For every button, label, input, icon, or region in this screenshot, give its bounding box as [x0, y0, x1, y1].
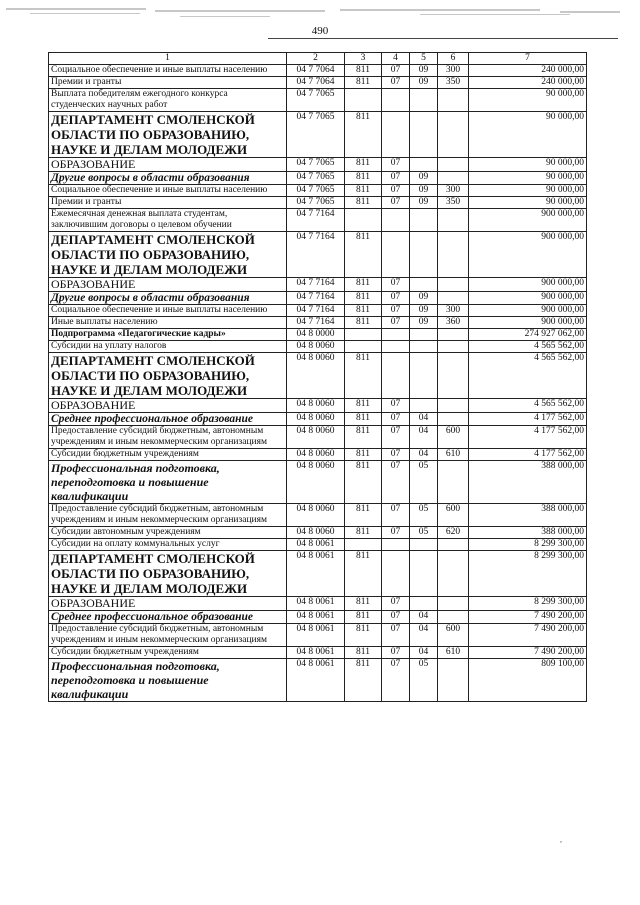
subsection-code	[410, 278, 438, 292]
section-code: 07	[382, 647, 410, 659]
section-code: 07	[382, 305, 410, 317]
row-name: Профессиональная подготовка, переподготовка и повышение квалификации	[49, 461, 287, 504]
target-code: 04 8 0061	[287, 659, 345, 702]
target-code: 04 7 7164	[287, 305, 345, 317]
target-code: 04 7 7164	[287, 232, 345, 278]
table-row	[49, 659, 587, 702]
table-row	[49, 527, 587, 539]
subsection-code: 04	[410, 611, 438, 624]
grbs-code: 811	[345, 659, 382, 702]
scan-mark: ,	[560, 835, 562, 844]
target-code: 04 8 0060	[287, 399, 345, 413]
column-header: 5	[410, 53, 438, 65]
amount: 388 000,00	[469, 527, 587, 539]
table-row	[49, 197, 587, 209]
section-code	[382, 551, 410, 597]
expense-type-code: 300	[438, 65, 469, 77]
subsection-code	[410, 341, 438, 353]
section-code: 07	[382, 413, 410, 426]
target-code: 04 7 7164	[287, 292, 345, 305]
amount: 90 000,00	[469, 172, 587, 185]
target-code: 04 8 0061	[287, 647, 345, 659]
expense-type-code: 610	[438, 647, 469, 659]
subsection-code	[410, 209, 438, 232]
row-name: Социальное обеспечение и иные выплаты населению	[49, 305, 287, 317]
subsection-code	[410, 399, 438, 413]
target-code: 04 7 7164	[287, 209, 345, 232]
subsection-code: 05	[410, 461, 438, 504]
section-code: 07	[382, 461, 410, 504]
expense-type-code	[438, 89, 469, 112]
subsection-code	[410, 353, 438, 399]
grbs-code: 811	[345, 305, 382, 317]
amount: 900 000,00	[469, 305, 587, 317]
grbs-code: 811	[345, 185, 382, 197]
expense-type-code	[438, 551, 469, 597]
expense-type-code: 350	[438, 197, 469, 209]
grbs-code: 811	[345, 197, 382, 209]
expense-type-code: 360	[438, 317, 469, 329]
target-code: 04 7 7065	[287, 158, 345, 172]
column-header: 2	[287, 53, 345, 65]
target-code: 04 7 7065	[287, 112, 345, 158]
section-code: 07	[382, 659, 410, 702]
amount: 7 490 200,00	[469, 611, 587, 624]
section-code	[382, 341, 410, 353]
amount: 90 000,00	[469, 89, 587, 112]
target-code: 04 8 0061	[287, 551, 345, 597]
table-row	[49, 449, 587, 461]
row-name: Субсидии автономным учреждениям	[49, 527, 287, 539]
grbs-code: 811	[345, 353, 382, 399]
amount: 8 299 300,00	[469, 539, 587, 551]
amount: 240 000,00	[469, 77, 587, 89]
row-name: Среднее профессиональное образование	[49, 611, 287, 624]
table-row	[49, 172, 587, 185]
target-code: 04 7 7065	[287, 185, 345, 197]
subsection-code: 04	[410, 647, 438, 659]
grbs-code: 811	[345, 461, 382, 504]
table-row	[49, 185, 587, 197]
table-row	[49, 353, 587, 399]
target-code: 04 8 0060	[287, 527, 345, 539]
amount: 4 177 562,00	[469, 426, 587, 449]
expense-type-code	[438, 172, 469, 185]
amount: 388 000,00	[469, 504, 587, 527]
top-rule	[268, 38, 618, 39]
amount: 900 000,00	[469, 292, 587, 305]
grbs-code: 811	[345, 527, 382, 539]
target-code: 04 7 7164	[287, 317, 345, 329]
table-row	[49, 504, 587, 527]
table-row	[49, 426, 587, 449]
target-code: 04 8 0061	[287, 597, 345, 611]
grbs-code: 811	[345, 647, 382, 659]
grbs-code	[345, 209, 382, 232]
expense-type-code: 610	[438, 449, 469, 461]
section-code	[382, 232, 410, 278]
amount: 7 490 200,00	[469, 624, 587, 647]
section-code: 07	[382, 77, 410, 89]
table-row	[49, 305, 587, 317]
row-name: Премии и гранты	[49, 77, 287, 89]
expense-type-code	[438, 232, 469, 278]
table-row	[49, 624, 587, 647]
subsection-code	[410, 232, 438, 278]
row-name: ДЕПАРТАМЕНТ СМОЛЕНСКОЙ ОБЛАСТИ ПО ОБРАЗОВАНИЮ, НАУКЕ И ДЕЛАМ МОЛОДЕЖИ	[49, 551, 287, 597]
subsection-code: 09	[410, 65, 438, 77]
row-name: Другие вопросы в области образования	[49, 292, 287, 305]
section-code: 07	[382, 504, 410, 527]
amount: 388 000,00	[469, 461, 587, 504]
row-name: Среднее профессиональное образование	[49, 413, 287, 426]
subsection-code: 09	[410, 197, 438, 209]
table-row	[49, 89, 587, 112]
expense-type-code: 620	[438, 527, 469, 539]
expense-type-code	[438, 659, 469, 702]
row-name: Социальное обеспечение и иные выплаты населению	[49, 65, 287, 77]
section-code: 07	[382, 292, 410, 305]
column-header: 3	[345, 53, 382, 65]
grbs-code: 811	[345, 232, 382, 278]
section-code	[382, 209, 410, 232]
amount: 4 177 562,00	[469, 413, 587, 426]
expense-type-code	[438, 353, 469, 399]
table-row	[49, 539, 587, 551]
subsection-code: 09	[410, 292, 438, 305]
target-code: 04 8 0060	[287, 461, 345, 504]
subsection-code	[410, 551, 438, 597]
section-code: 07	[382, 65, 410, 77]
section-code: 07	[382, 197, 410, 209]
subsection-code	[410, 539, 438, 551]
amount: 4 565 562,00	[469, 341, 587, 353]
grbs-code: 811	[345, 65, 382, 77]
grbs-code	[345, 539, 382, 551]
amount: 8 299 300,00	[469, 551, 587, 597]
subsection-code: 04	[410, 624, 438, 647]
amount: 809 100,00	[469, 659, 587, 702]
target-code: 04 8 0060	[287, 413, 345, 426]
section-code: 07	[382, 624, 410, 647]
section-code	[382, 329, 410, 341]
row-name: Иные выплаты населению	[49, 317, 287, 329]
amount: 900 000,00	[469, 209, 587, 232]
row-name: ДЕПАРТАМЕНТ СМОЛЕНСКОЙ ОБЛАСТИ ПО ОБРАЗОВАНИЮ, НАУКЕ И ДЕЛАМ МОЛОДЕЖИ	[49, 232, 287, 278]
budget-table	[48, 52, 587, 702]
expense-type-code	[438, 278, 469, 292]
expense-type-code	[438, 341, 469, 353]
table-row	[49, 65, 587, 77]
amount: 7 490 200,00	[469, 647, 587, 659]
grbs-code: 811	[345, 77, 382, 89]
grbs-code: 811	[345, 413, 382, 426]
expense-type-code	[438, 292, 469, 305]
target-code: 04 7 7064	[287, 65, 345, 77]
column-header: 7	[469, 53, 587, 65]
amount: 900 000,00	[469, 278, 587, 292]
amount: 240 000,00	[469, 65, 587, 77]
expense-type-code: 300	[438, 185, 469, 197]
expense-type-code	[438, 597, 469, 611]
grbs-code: 811	[345, 597, 382, 611]
row-name: Предоставление субсидий бюджетным, автономным учреждениям и иным некоммерческим организациям	[49, 624, 287, 647]
table-row	[49, 647, 587, 659]
target-code: 04 7 7064	[287, 77, 345, 89]
target-code: 04 8 0060	[287, 426, 345, 449]
table-body	[49, 65, 587, 702]
expense-type-code	[438, 399, 469, 413]
row-name: ОБРАЗОВАНИЕ	[49, 158, 287, 172]
table-row	[49, 341, 587, 353]
row-name: Субсидии на уплату налогов	[49, 341, 287, 353]
amount: 90 000,00	[469, 112, 587, 158]
row-name: Подпрограмма «Педагогические кадры»	[49, 329, 287, 341]
row-name: ДЕПАРТАМЕНТ СМОЛЕНСКОЙ ОБЛАСТИ ПО ОБРАЗОВАНИЮ, НАУКЕ И ДЕЛАМ МОЛОДЕЖИ	[49, 112, 287, 158]
grbs-code: 811	[345, 426, 382, 449]
row-name: Другие вопросы в области образования	[49, 172, 287, 185]
subsection-code: 09	[410, 305, 438, 317]
subsection-code	[410, 158, 438, 172]
grbs-code: 811	[345, 504, 382, 527]
expense-type-code: 600	[438, 624, 469, 647]
expense-type-code	[438, 461, 469, 504]
subsection-code	[410, 89, 438, 112]
row-name: Премии и гранты	[49, 197, 287, 209]
amount: 274 927 062,00	[469, 329, 587, 341]
subsection-code: 04	[410, 449, 438, 461]
amount: 90 000,00	[469, 158, 587, 172]
table-row	[49, 413, 587, 426]
section-code: 07	[382, 172, 410, 185]
expense-type-code: 600	[438, 426, 469, 449]
row-name: Субсидии бюджетным учреждениям	[49, 449, 287, 461]
table-row	[49, 278, 587, 292]
expense-type-code: 600	[438, 504, 469, 527]
section-code: 07	[382, 611, 410, 624]
section-code	[382, 112, 410, 158]
grbs-code: 811	[345, 317, 382, 329]
table-row	[49, 158, 587, 172]
amount: 4 565 562,00	[469, 399, 587, 413]
amount: 4 565 562,00	[469, 353, 587, 399]
table-row	[49, 551, 587, 597]
row-name: Субсидии бюджетным учреждениям	[49, 647, 287, 659]
row-name: Выплата победителям ежегодного конкурса студенческих научных работ	[49, 89, 287, 112]
target-code: 04 8 0060	[287, 449, 345, 461]
expense-type-code	[438, 413, 469, 426]
table-row	[49, 112, 587, 158]
grbs-code	[345, 329, 382, 341]
expense-type-code	[438, 329, 469, 341]
subsection-code: 04	[410, 426, 438, 449]
section-code: 07	[382, 185, 410, 197]
section-code: 07	[382, 426, 410, 449]
row-name: ОБРАЗОВАНИЕ	[49, 399, 287, 413]
subsection-code: 09	[410, 317, 438, 329]
table-row	[49, 209, 587, 232]
section-code	[382, 539, 410, 551]
row-name: Субсидии на оплату коммунальных услуг	[49, 539, 287, 551]
expense-type-code: 350	[438, 77, 469, 89]
subsection-code: 04	[410, 413, 438, 426]
column-header: 6	[438, 53, 469, 65]
table-row	[49, 399, 587, 413]
section-code	[382, 89, 410, 112]
amount: 900 000,00	[469, 232, 587, 278]
section-code: 07	[382, 597, 410, 611]
page-number: 490	[311, 25, 329, 37]
subsection-code: 05	[410, 527, 438, 539]
target-code: 04 8 0060	[287, 504, 345, 527]
column-header: 1	[49, 53, 287, 65]
amount: 90 000,00	[469, 185, 587, 197]
expense-type-code: 300	[438, 305, 469, 317]
table-row	[49, 611, 587, 624]
grbs-code: 811	[345, 449, 382, 461]
grbs-code: 811	[345, 611, 382, 624]
expense-type-code	[438, 209, 469, 232]
row-name: Предоставление субсидий бюджетным, автономным учреждениям и иным некоммерческим организациям	[49, 426, 287, 449]
amount: 4 177 562,00	[469, 449, 587, 461]
grbs-code	[345, 341, 382, 353]
subsection-code: 09	[410, 185, 438, 197]
amount: 90 000,00	[469, 197, 587, 209]
table-row	[49, 77, 587, 89]
table-row	[49, 292, 587, 305]
table-row	[49, 597, 587, 611]
expense-type-code	[438, 539, 469, 551]
table-row	[49, 329, 587, 341]
target-code: 04 8 0061	[287, 624, 345, 647]
column-header: 4	[382, 53, 410, 65]
row-name: ОБРАЗОВАНИЕ	[49, 278, 287, 292]
section-code: 07	[382, 317, 410, 329]
subsection-code: 09	[410, 77, 438, 89]
table-row	[49, 461, 587, 504]
target-code: 04 8 0060	[287, 341, 345, 353]
target-code: 04 7 7164	[287, 278, 345, 292]
subsection-code: 05	[410, 504, 438, 527]
amount: 900 000,00	[469, 317, 587, 329]
row-name: Профессиональная подготовка, переподготовка и повышение квалификации	[49, 659, 287, 702]
expense-type-code	[438, 611, 469, 624]
grbs-code: 811	[345, 172, 382, 185]
row-name: Ежемесячная денежная выплата студентам, заключившим договоры о целевом обучении	[49, 209, 287, 232]
section-code: 07	[382, 449, 410, 461]
expense-type-code	[438, 112, 469, 158]
target-code: 04 7 7065	[287, 89, 345, 112]
section-code: 07	[382, 527, 410, 539]
subsection-code	[410, 112, 438, 158]
section-code: 07	[382, 278, 410, 292]
target-code: 04 7 7065	[287, 197, 345, 209]
section-code	[382, 353, 410, 399]
grbs-code: 811	[345, 399, 382, 413]
row-name: ОБРАЗОВАНИЕ	[49, 597, 287, 611]
subsection-code	[410, 329, 438, 341]
subsection-code: 09	[410, 172, 438, 185]
expense-type-code	[438, 158, 469, 172]
section-code: 07	[382, 399, 410, 413]
header-row	[49, 53, 587, 65]
grbs-code: 811	[345, 292, 382, 305]
grbs-code: 811	[345, 158, 382, 172]
target-code: 04 7 7065	[287, 172, 345, 185]
target-code: 04 8 0060	[287, 353, 345, 399]
subsection-code	[410, 597, 438, 611]
target-code: 04 8 0061	[287, 611, 345, 624]
row-name: Предоставление субсидий бюджетным, автономным учреждениям и иным некоммерческим организациям	[49, 504, 287, 527]
grbs-code	[345, 89, 382, 112]
row-name: Социальное обеспечение и иные выплаты населению	[49, 185, 287, 197]
grbs-code: 811	[345, 278, 382, 292]
grbs-code: 811	[345, 624, 382, 647]
amount: 8 299 300,00	[469, 597, 587, 611]
grbs-code: 811	[345, 112, 382, 158]
grbs-code: 811	[345, 551, 382, 597]
table-row	[49, 317, 587, 329]
target-code: 04 8 0000	[287, 329, 345, 341]
table-row	[49, 232, 587, 278]
subsection-code: 05	[410, 659, 438, 702]
row-name: ДЕПАРТАМЕНТ СМОЛЕНСКОЙ ОБЛАСТИ ПО ОБРАЗОВАНИЮ, НАУКЕ И ДЕЛАМ МОЛОДЕЖИ	[49, 353, 287, 399]
target-code: 04 8 0061	[287, 539, 345, 551]
section-code: 07	[382, 158, 410, 172]
